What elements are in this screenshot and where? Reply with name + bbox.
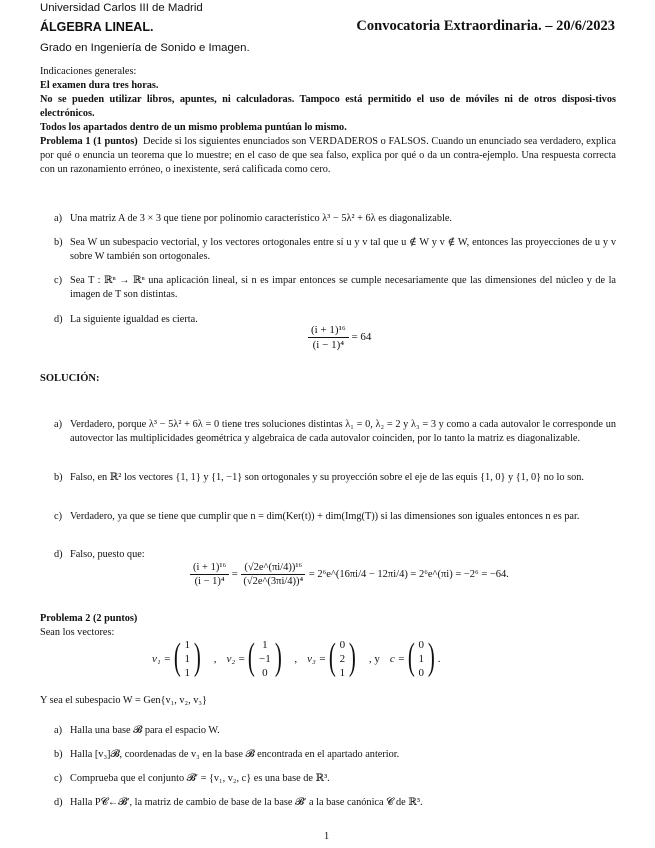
course-title: ÁLGEBRA LINEAL.	[40, 20, 154, 34]
item-text: Una matriz A de 3 × 3 que tiene por polinomio característico λ³ − 5λ² + 6λ es diagonalizable.	[70, 213, 452, 224]
solution-heading: SOLUCIÓN:	[40, 373, 100, 384]
fraction	[190, 562, 229, 587]
vector-entry: 2	[339, 653, 346, 665]
fraction-numerator: (i + 1)¹⁶	[190, 562, 229, 575]
item-label: d)	[54, 549, 63, 560]
problem2-item-a	[54, 724, 616, 740]
problem1-equation-d	[308, 324, 371, 351]
equation-rhs: = 64	[351, 331, 372, 344]
problem1-intro: Decide si los siguientes enunciados son VERDADEROS o FALSOS. Cuando un enunciado sea verdadero, explica por qué o enuncia un teorema que lo muestre; en el caso de que sea falso, explica por qué o da un contra-ejemplo. Una respuesta correcta con un razonamiento erróneo, o inexistente, será calificada como cero.	[40, 136, 616, 176]
problem1-item-c	[54, 274, 616, 304]
solution-item-c	[54, 510, 616, 540]
degree-name: Grado en Ingeniería de Sonido e Imagen.	[40, 42, 250, 54]
separator: ,	[294, 653, 298, 665]
right-paren: )	[349, 636, 356, 678]
problem1-heading: Problema 1 (1 puntos)	[40, 136, 138, 147]
item-label: a)	[54, 419, 62, 430]
vector-column	[185, 638, 191, 680]
vector-entry: 0	[418, 639, 425, 651]
vector-column	[259, 638, 271, 680]
item-text: Falso, en ℝ² los vectores {1, 1} y {1, −1} son ortogonales y su proyección sobre el eje de las equis {1, 0} y {1, 0} no lo son.	[70, 472, 584, 483]
left-paren: (	[173, 636, 181, 678]
vector-name: c =	[389, 653, 405, 665]
equals-sign: =	[231, 568, 238, 580]
vector-entry: −1	[259, 653, 271, 665]
item-text: Falso, puesto que:	[70, 549, 145, 560]
problem1-statement	[40, 135, 616, 178]
item-text: Comprueba que el conjunto 𝓑′ = {v₁, v₂, c} es una base de ℝ³.	[70, 773, 330, 784]
item-label: d)	[54, 797, 63, 808]
vector-name: v₁ =	[152, 653, 171, 665]
separator: ,	[213, 653, 217, 665]
vector-entry: 1	[339, 667, 346, 679]
university-name: Universidad Carlos III de Madrid	[40, 2, 203, 14]
vector-entry: 0	[418, 667, 425, 679]
item-label: a)	[54, 725, 62, 736]
instructions-title: Indicaciones generales:	[40, 66, 137, 77]
problem2-item-b	[54, 748, 616, 764]
vector-entry: 1	[184, 667, 191, 679]
item-label: b)	[54, 749, 63, 760]
item-label: a)	[54, 213, 62, 224]
instruction-line: El examen dura tres horas.	[40, 80, 159, 91]
solution-item-a	[54, 418, 616, 462]
item-text: Halla P𝓒←𝓑′, la matriz de cambio de base de la base 𝓑′ a la base canónica 𝓒 de ℝ³.	[70, 797, 423, 808]
vector-name: v₂ =	[226, 653, 246, 665]
item-label: b)	[54, 237, 63, 248]
item-text: La siguiente igualdad es cierta.	[70, 314, 198, 325]
instruction-line: Todos los apartados dentro de un mismo problema puntúan lo mismo.	[40, 122, 347, 133]
vector-list	[152, 636, 440, 682]
item-label: c)	[54, 773, 62, 784]
vector-column	[419, 638, 425, 680]
separator: .	[437, 653, 441, 665]
problem1-item-b	[54, 236, 616, 266]
item-text: Halla una base 𝓑 para el espacio W.	[70, 725, 220, 736]
right-paren: )	[193, 636, 201, 678]
fraction-denominator: (√2e^(3πi/4))⁴	[243, 576, 304, 587]
item-label: d)	[54, 314, 63, 325]
vector-entry: 0	[262, 667, 268, 679]
item-text: Halla [v₃]𝓑, coordenadas de v₃ en la base 𝓑 encontrada en el apartado anterior.	[70, 749, 400, 760]
problem1-item-a	[54, 212, 616, 228]
fraction-denominator: (i − 1)⁴	[194, 576, 225, 587]
vector-entry: 1	[184, 653, 191, 665]
vector-entry: 1	[184, 639, 191, 651]
item-label: b)	[54, 472, 63, 483]
right-paren: )	[274, 636, 282, 678]
item-text: Verdadero, porque λ³ − 5λ² + 6λ = 0 tiene tres soluciones distintas λ₁ = 0, λ₂ = 2 y λ₃ = 3 y como a cada autovalor le corresponde un autovector las multiplicidades geométrica y algebraica de cada autovalor coinciden, por lo tanto la matriz es diagonalizable.	[70, 419, 616, 445]
fraction-numerator: (i + 1)¹⁶	[308, 324, 349, 338]
item-label: c)	[54, 511, 62, 522]
left-paren: (	[248, 636, 256, 678]
vector-column	[340, 638, 346, 680]
instruction-line: No se pueden utilizar libros, apuntes, ni calculadoras. Tampoco está permitido el uso de móviles ni de otros disposi-tivos electrónicos.	[40, 94, 616, 120]
fraction-denominator: (i − 1)⁴	[312, 339, 345, 351]
exam-session: Convocatoria Extraordinaria. – 20/6/2023	[356, 18, 615, 34]
equation-rest: = 2⁶e^(16πi/4 − 12πi/4) = 2⁶e^(πi) = −2⁶ = −64.	[308, 568, 509, 580]
left-paren: (	[407, 636, 415, 678]
item-text: Sea W un subespacio vectorial, y los vectores ortogonales entre sí u y v tal que u ∉ W y v ∉ W, entonces las proyecciones de u y v sobre W también son ortogonales.	[70, 237, 616, 263]
fraction	[308, 324, 349, 351]
solution-equation-d	[190, 562, 509, 587]
right-paren: )	[427, 636, 435, 678]
fraction	[240, 562, 306, 587]
item-text: Sea T : ℝⁿ → ℝⁿ una aplicación lineal, si n es impar entonces se cumple necesariamente que las dimensiones del núcleo y de la imagen de T son distintas.	[70, 275, 616, 301]
problem2-intro: Sean los vectores:	[40, 627, 115, 638]
problem2-heading: Problema 2 (2 puntos)	[40, 613, 138, 624]
separator: , y	[368, 653, 380, 665]
item-label: c)	[54, 275, 62, 286]
vector-entry: 1	[262, 639, 268, 651]
solution-item-b	[54, 471, 616, 501]
vector-entry: 1	[418, 653, 425, 665]
left-paren: (	[328, 636, 336, 678]
item-text: Verdadero, ya que se tiene que cumplir que n = dim(Ker(t)) + dim(Img(T)) si las dimensiones son iguales entonces n es par.	[70, 511, 580, 522]
problem2-item-c	[54, 772, 616, 788]
subspace-definition: Y sea el subespacio W = Gen{v₁, v₂, v₃}	[40, 695, 207, 706]
fraction-numerator: (√2e^(πi/4))¹⁶	[241, 562, 305, 575]
page-number: 1	[324, 831, 330, 842]
vector-name: v₃ =	[307, 653, 327, 665]
vector-entry: 0	[339, 639, 346, 651]
problem2-item-d	[54, 796, 616, 812]
